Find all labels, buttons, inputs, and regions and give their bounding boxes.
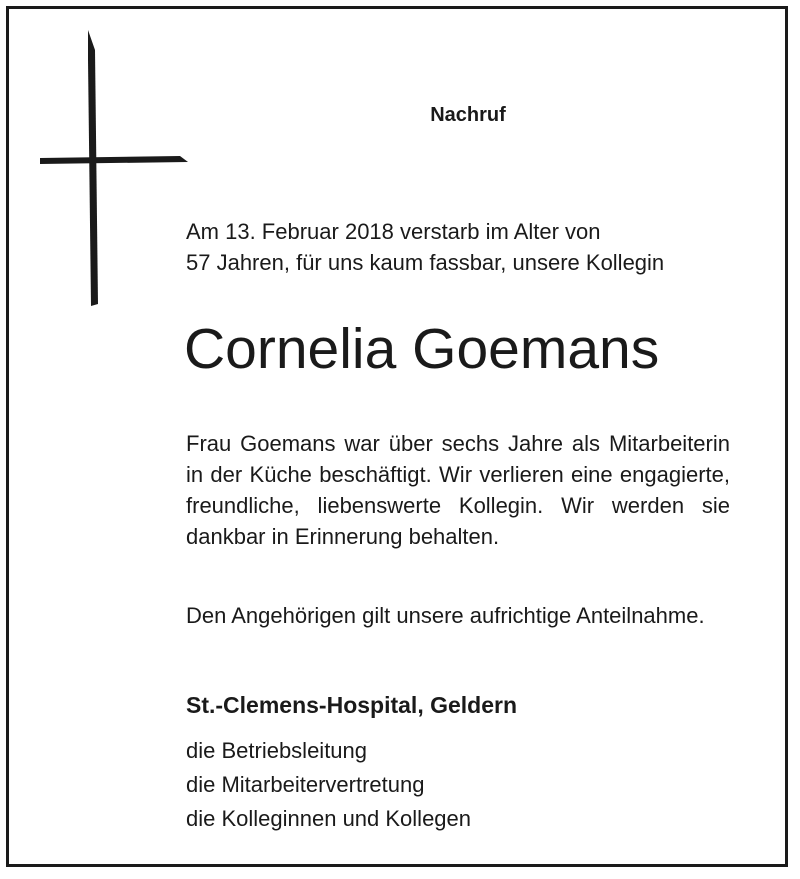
deceased-name: Cornelia Goemans bbox=[184, 317, 660, 381]
organization-name: St.-Clemens-Hospital, Geldern bbox=[186, 692, 518, 718]
signers-list bbox=[186, 734, 471, 836]
intro-line: 57 Jahren, für uns kaum fassbar, unsere Kollegin bbox=[186, 250, 665, 275]
cross-icon bbox=[0, 0, 200, 310]
intro-line: Am 13. Februar 2018 verstarb im Alter von bbox=[186, 219, 601, 244]
signer: die Kolleginnen und Kollegen bbox=[186, 806, 472, 831]
intro-text bbox=[186, 216, 730, 278]
signer: die Betriebsleitung bbox=[186, 738, 368, 763]
notice-heading: Nachruf bbox=[430, 104, 506, 126]
condolence-text: Den Angehörigen gilt unsere aufrichtige Anteilnahme. bbox=[186, 603, 705, 628]
signer: die Mitarbeitervertretung bbox=[186, 772, 425, 797]
tribute-text: Frau Goemans war über sechs Jahre als Mitarbeiterin in der Küche beschäftigt. Wir verlieren eine engagierte, freundliche, liebenswerte Kollegin. Wir werden sie dankbar in Erinnerung behalten. bbox=[186, 431, 730, 549]
